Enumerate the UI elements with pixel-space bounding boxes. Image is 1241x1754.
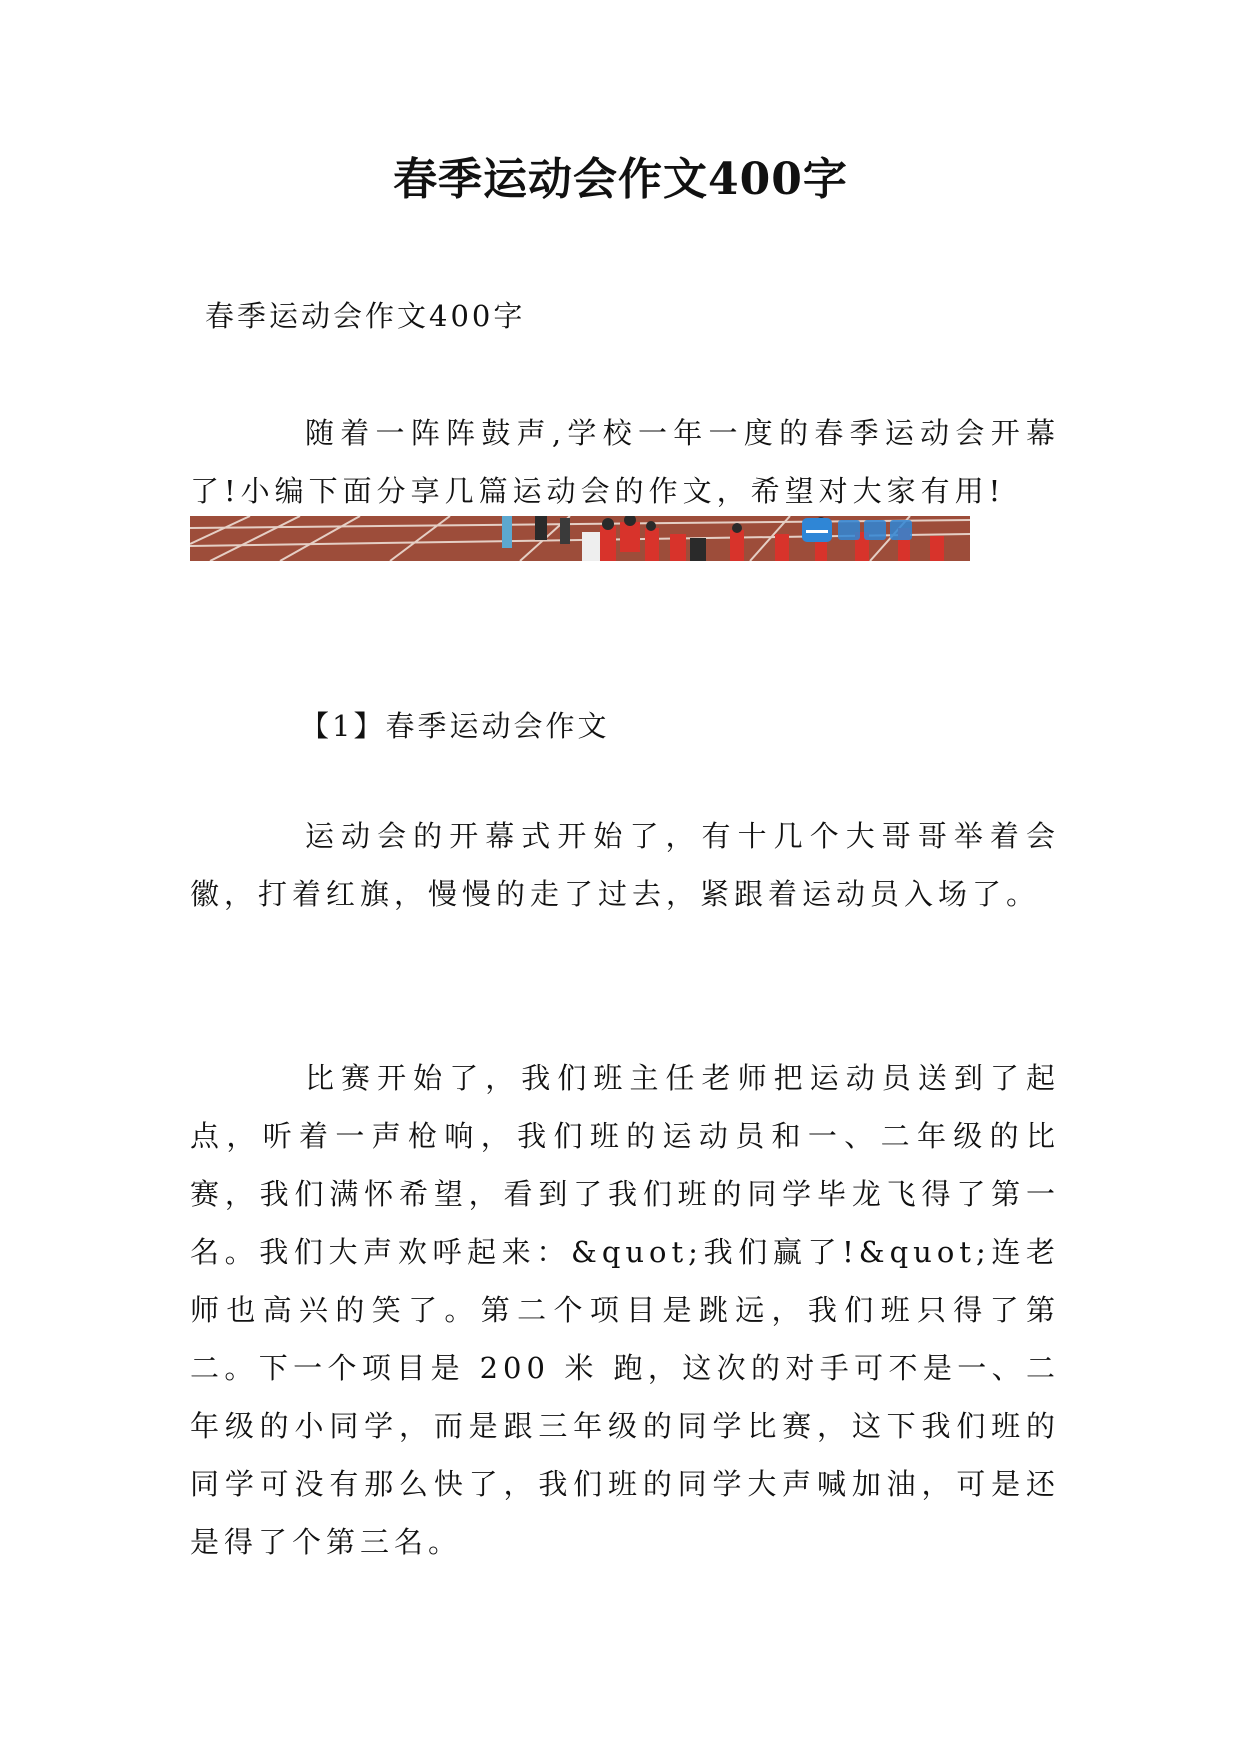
watermark-logo <box>802 518 912 542</box>
section-heading: 【1】春季运动会作文 <box>300 709 610 743</box>
track-photo <box>190 516 970 561</box>
intro-paragraph: 随着一阵阵鼓声,学校一年一度的春季运动会开幕了!小编下面分享几篇运动会的作文，希望对大家有用! <box>190 416 1060 508</box>
body-paragraph: 运动会的开幕式开始了，有十几个大哥哥举着会徽，打着红旗，慢慢的走了过去，紧跟着运动员入场了。 <box>190 819 1060 911</box>
document-title: 春季运动会作文400字 <box>393 154 848 205</box>
body-paragraph: 比赛开始了，我们班主任老师把运动员送到了起点，听着一声枪响，我们班的运动员和一、二年级的比赛，我们满怀希望，看到了我们班的同学毕龙飞得了第一名。我们大声欢呼起来：&quot;我们赢了!&quot;连老师也高兴的笑了。第二个项目是跳远，我们班只得了第二。下一个项目是 200 米 跑，这次的对手可不是一、二年级的小同学，而是跟三年级的同学比赛，这下我们班的同学可没有那么快了，我们班的同学大声喊加油，可是还是得了个第三名。 <box>190 1061 1060 1559</box>
document-subtitle: 春季运动会作文400字 <box>205 299 526 333</box>
